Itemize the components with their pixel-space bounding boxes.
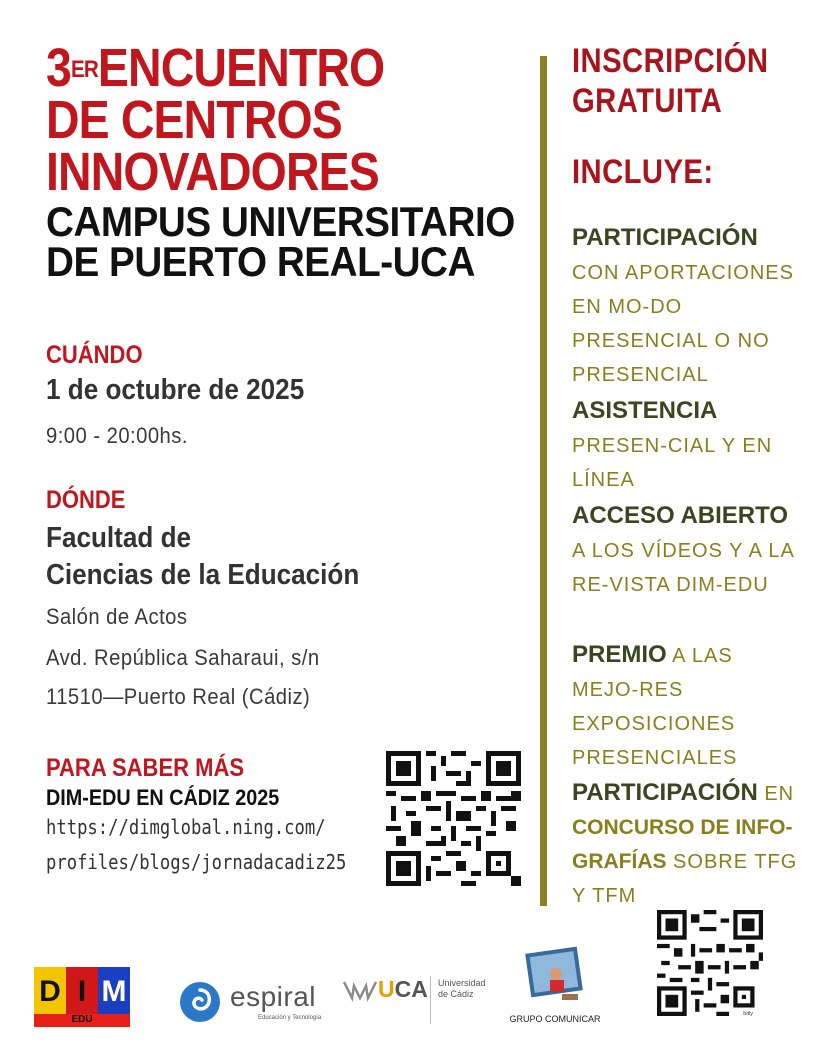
- include-item-participation: PARTICIPACIÓN CON APORTACIONES EN MO-DO PRESENCIAL O NO PRESENCIAL: [572, 224, 794, 386]
- when-label: CUÁNDO: [46, 341, 143, 369]
- more-info-url-1[interactable]: https://dimglobal.ning.com/: [46, 815, 326, 839]
- registration-heading-2: GRATUITA: [572, 82, 723, 120]
- venue-line-2: Ciencias de la Educación: [46, 559, 360, 591]
- more-info-subtitle: DIM-EDU EN CÁDIZ 2025: [46, 785, 280, 810]
- uca-wordmark: UCA: [378, 976, 428, 1002]
- includes-heading: INCLUYE:: [572, 153, 714, 191]
- grupo-comunicar-logo: GRUPO COMUNICAR: [500, 944, 610, 1028]
- comunicar-screen-icon: [522, 944, 586, 1008]
- more-info-label: PARA SABER MÁS: [46, 754, 245, 782]
- dim-edu-logo: D I M EDU: [34, 967, 130, 1027]
- uca-crest-icon: [342, 978, 378, 1002]
- venue-line-1: Facultad de: [46, 522, 192, 554]
- uca-logo: UCA Universidad de Cádiz: [342, 972, 492, 1026]
- title-line-1: 3ERENCUENTRO: [46, 38, 385, 98]
- include-item-open-access: ACCESO ABIERTO A LOS VÍDEOS Y A LA RE-VISTA DIM-EDU: [572, 502, 794, 596]
- subtitle-line-1: CAMPUS UNIVERSITARIO: [46, 198, 515, 245]
- title-line-2: DE CENTROS: [46, 90, 342, 150]
- qr-tag-text: bitly: [743, 1011, 754, 1016]
- include-item-contest: PARTICIPACIÓN EN CONCURSO DE INFO-GRAFÍAS SOBRE TFG Y TFM: [572, 779, 798, 907]
- include-item-attendance: ASISTENCIA PRESEN-CIAL Y EN LÍNEA: [572, 397, 773, 491]
- subtitle-line-2: DE PUERTO REAL-UCA: [46, 238, 475, 285]
- espiral-swirl-icon: [178, 980, 222, 1024]
- more-info-url-2[interactable]: profiles/blogs/jornadacadiz25: [46, 850, 347, 874]
- venue-room: Salón de Actos: [46, 604, 188, 629]
- event-date: 1 de octubre de 2025: [46, 374, 305, 406]
- where-label: DÓNDE: [46, 486, 126, 514]
- title-line-3: INNOVADORES: [46, 142, 379, 202]
- venue-address-1: Avd. República Saharaui, s/n: [46, 645, 320, 670]
- qr-code-small[interactable]: [657, 910, 763, 1016]
- event-time: 9:00 - 20:00hs.: [46, 423, 188, 448]
- include-item-award: PREMIO A LAS MEJO-RES EXPOSICIONES PRESENCIALES: [572, 641, 738, 769]
- qr-code-main[interactable]: [386, 751, 521, 886]
- registration-heading-1: INSCRIPCIÓN: [572, 42, 769, 80]
- espiral-logo: espiral Educación y Tecnología: [178, 975, 328, 1025]
- vertical-divider: [540, 56, 547, 906]
- venue-address-2: 11510—Puerto Real (Cádiz): [46, 684, 311, 709]
